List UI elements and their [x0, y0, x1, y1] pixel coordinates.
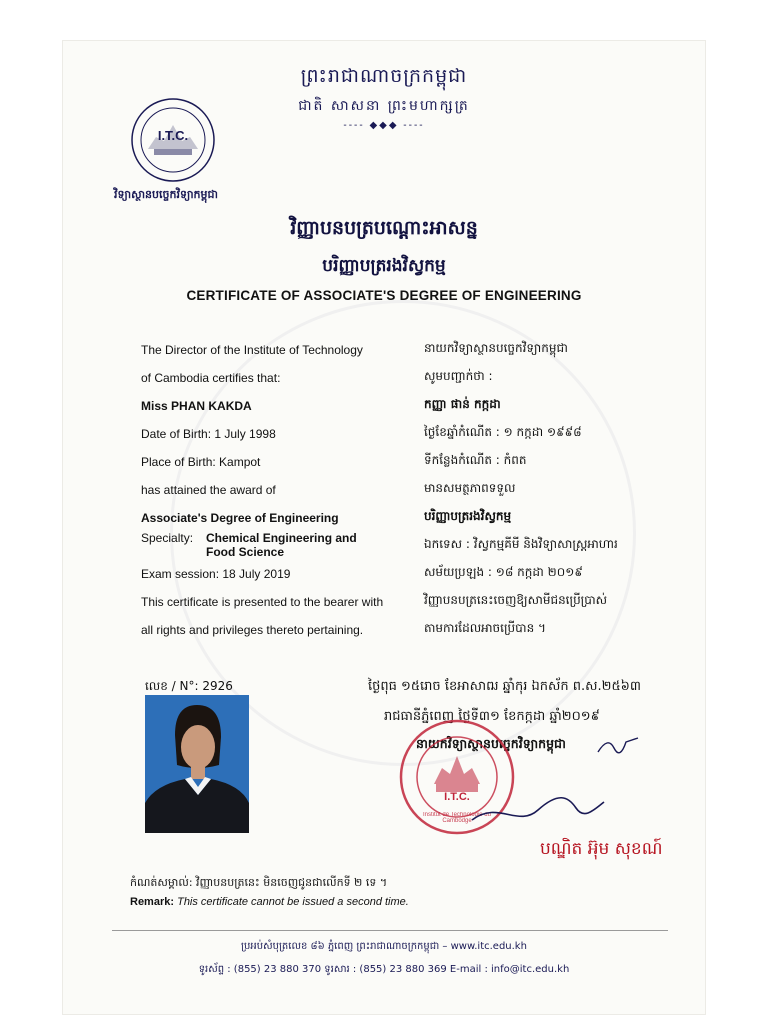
- certificate-number: លេខ / N°: 2926: [145, 679, 233, 693]
- itc-logo: [130, 97, 216, 183]
- en-attained: has attained the award of: [141, 483, 276, 497]
- institution-name-kh: វិទ្យាស្ថានបច្ចេកវិទ្យាកម្ពុជា: [114, 188, 218, 201]
- logo-text: I.T.C.: [157, 128, 189, 143]
- kh-presented-l2: តាមការដែលអាចប្រើបាន ។: [424, 621, 546, 635]
- remark-kh: កំណត់សម្គាល់: វិញ្ញាបនបត្រនេះ មិនចេញជូនជាលើកទី ២ ទេ ។: [130, 876, 388, 889]
- kh-date-of-birth: ថ្ងៃខែឆ្នាំកំណើត : ១ កក្កដា ១៩៩៨: [424, 425, 582, 439]
- stamp-center-text: I.T.C.: [444, 791, 470, 803]
- en-specialty-label: Specialty:: [141, 531, 194, 545]
- en-line-director: The Director of the Institute of Technology: [141, 343, 363, 357]
- signatory-name-kh: បណ្ឌិត អ៊ុម សុខណ៍: [540, 839, 663, 859]
- signature-mark: [468, 790, 608, 830]
- kh-attained: មានសមត្ថភាពទទួល: [424, 481, 516, 495]
- kh-degree: បរិញ្ញាបត្ររងវិស្វកម្ម: [424, 509, 512, 523]
- recipient-name: PHAN KAKDA: [171, 399, 252, 413]
- kh-presented-l1: វិញ្ញាបនបត្រនេះចេញឱ្យសាមីជនប្រើប្រាស់: [424, 593, 608, 607]
- en-presented-l2: all rights and privileges thereto pertaining.: [141, 623, 364, 637]
- name-prefix: Miss: [141, 399, 168, 413]
- remark-en: [130, 896, 409, 908]
- date-lunar-kh: ថ្ងៃពុធ ១៥រោច ខែអាសាឍ ឆ្នាំកុរ ឯកស័ក ព.ស.២៥៦៣: [368, 679, 641, 694]
- date-issued-kh: រាជធានីភ្នំពេញ ថ្ងៃទី៣១ ខែកក្កដា ឆ្នាំ២០១៩: [384, 709, 600, 724]
- stamp-ring-text: Institut de Technologie du Cambodge: [423, 812, 491, 824]
- recipient-photo: [145, 695, 249, 833]
- kingdom-header: ព្រះរាជាណាចក្រកម្ពុជា: [300, 65, 468, 87]
- kh-specialty: ឯកទេស : វិស្វកម្មគីមី និងវិទ្យាសាស្ត្រអាហារ: [424, 537, 618, 551]
- en-place-of-birth: Place of Birth: Kampot: [141, 455, 261, 469]
- kh-exam-session: សម័យប្រឡង : ១៨ កក្កដា ២០១៩: [424, 565, 583, 579]
- title-kh-1: វិញ្ញាបនបត្របណ្ដោះអាសន្ន: [290, 217, 478, 239]
- en-specialty-l1: Chemical Engineering and: [206, 531, 357, 545]
- footer-address: ប្រអប់សំបុត្រលេខ ៨៦ ភ្នំពេញ ព្រះរាជាណាចក្រកម្ពុជា – www.itc.edu.kh: [241, 941, 527, 952]
- title-en: CERTIFICATE OF ASSOCIATE'S DEGREE OF ENGINEERING: [186, 288, 582, 303]
- kh-line-director: នាយកវិទ្យាស្ថានបច្ចេកវិទ្យាកម្ពុជា: [424, 341, 568, 355]
- en-line-certifies: of Cambodia certifies that:: [141, 371, 281, 385]
- title-kh-2: បរិញ្ញាបត្ររងវិស្វកម្ម: [322, 256, 446, 276]
- signature-initial: [596, 732, 640, 758]
- en-date-of-birth: Date of Birth: 1 July 1998: [141, 427, 276, 441]
- en-presented-l1: This certificate is presented to the bearer with: [141, 595, 384, 609]
- kh-name: កញ្ញា ផាន់ កក្កដា: [424, 397, 501, 411]
- en-degree: Associate's Degree of Engineering: [141, 511, 339, 525]
- footer-contact: ទូរស័ព្ទ : (855) 23 880 370 ទូរសារ : (855) 23 880 369 E-mail : info@itc.edu.kh: [198, 964, 570, 975]
- motto-header: ជាតិ សាសនា ព្រះមហាក្សត្រ: [298, 98, 470, 114]
- remark-text: This certificate cannot be issued a second time.: [177, 896, 409, 908]
- header-ornament: ---- ◆◆◆ ----: [343, 120, 425, 131]
- remark-label: Remark:: [130, 896, 175, 908]
- kh-place-of-birth: ទីកន្លែងកំណើត : កំពត: [424, 453, 527, 467]
- en-specialty-l2: Food Science: [206, 545, 285, 559]
- en-exam-session: Exam session: 18 July 2019: [141, 567, 291, 581]
- en-name-line: [141, 399, 252, 414]
- signatory-title-kh: នាយកវិទ្យាស្ថានបច្ចេកវិទ្យាកម្ពុជា: [416, 736, 566, 751]
- kh-line-certifies: សូមបញ្ជាក់ថា :: [424, 369, 493, 383]
- footer-divider: [112, 930, 668, 931]
